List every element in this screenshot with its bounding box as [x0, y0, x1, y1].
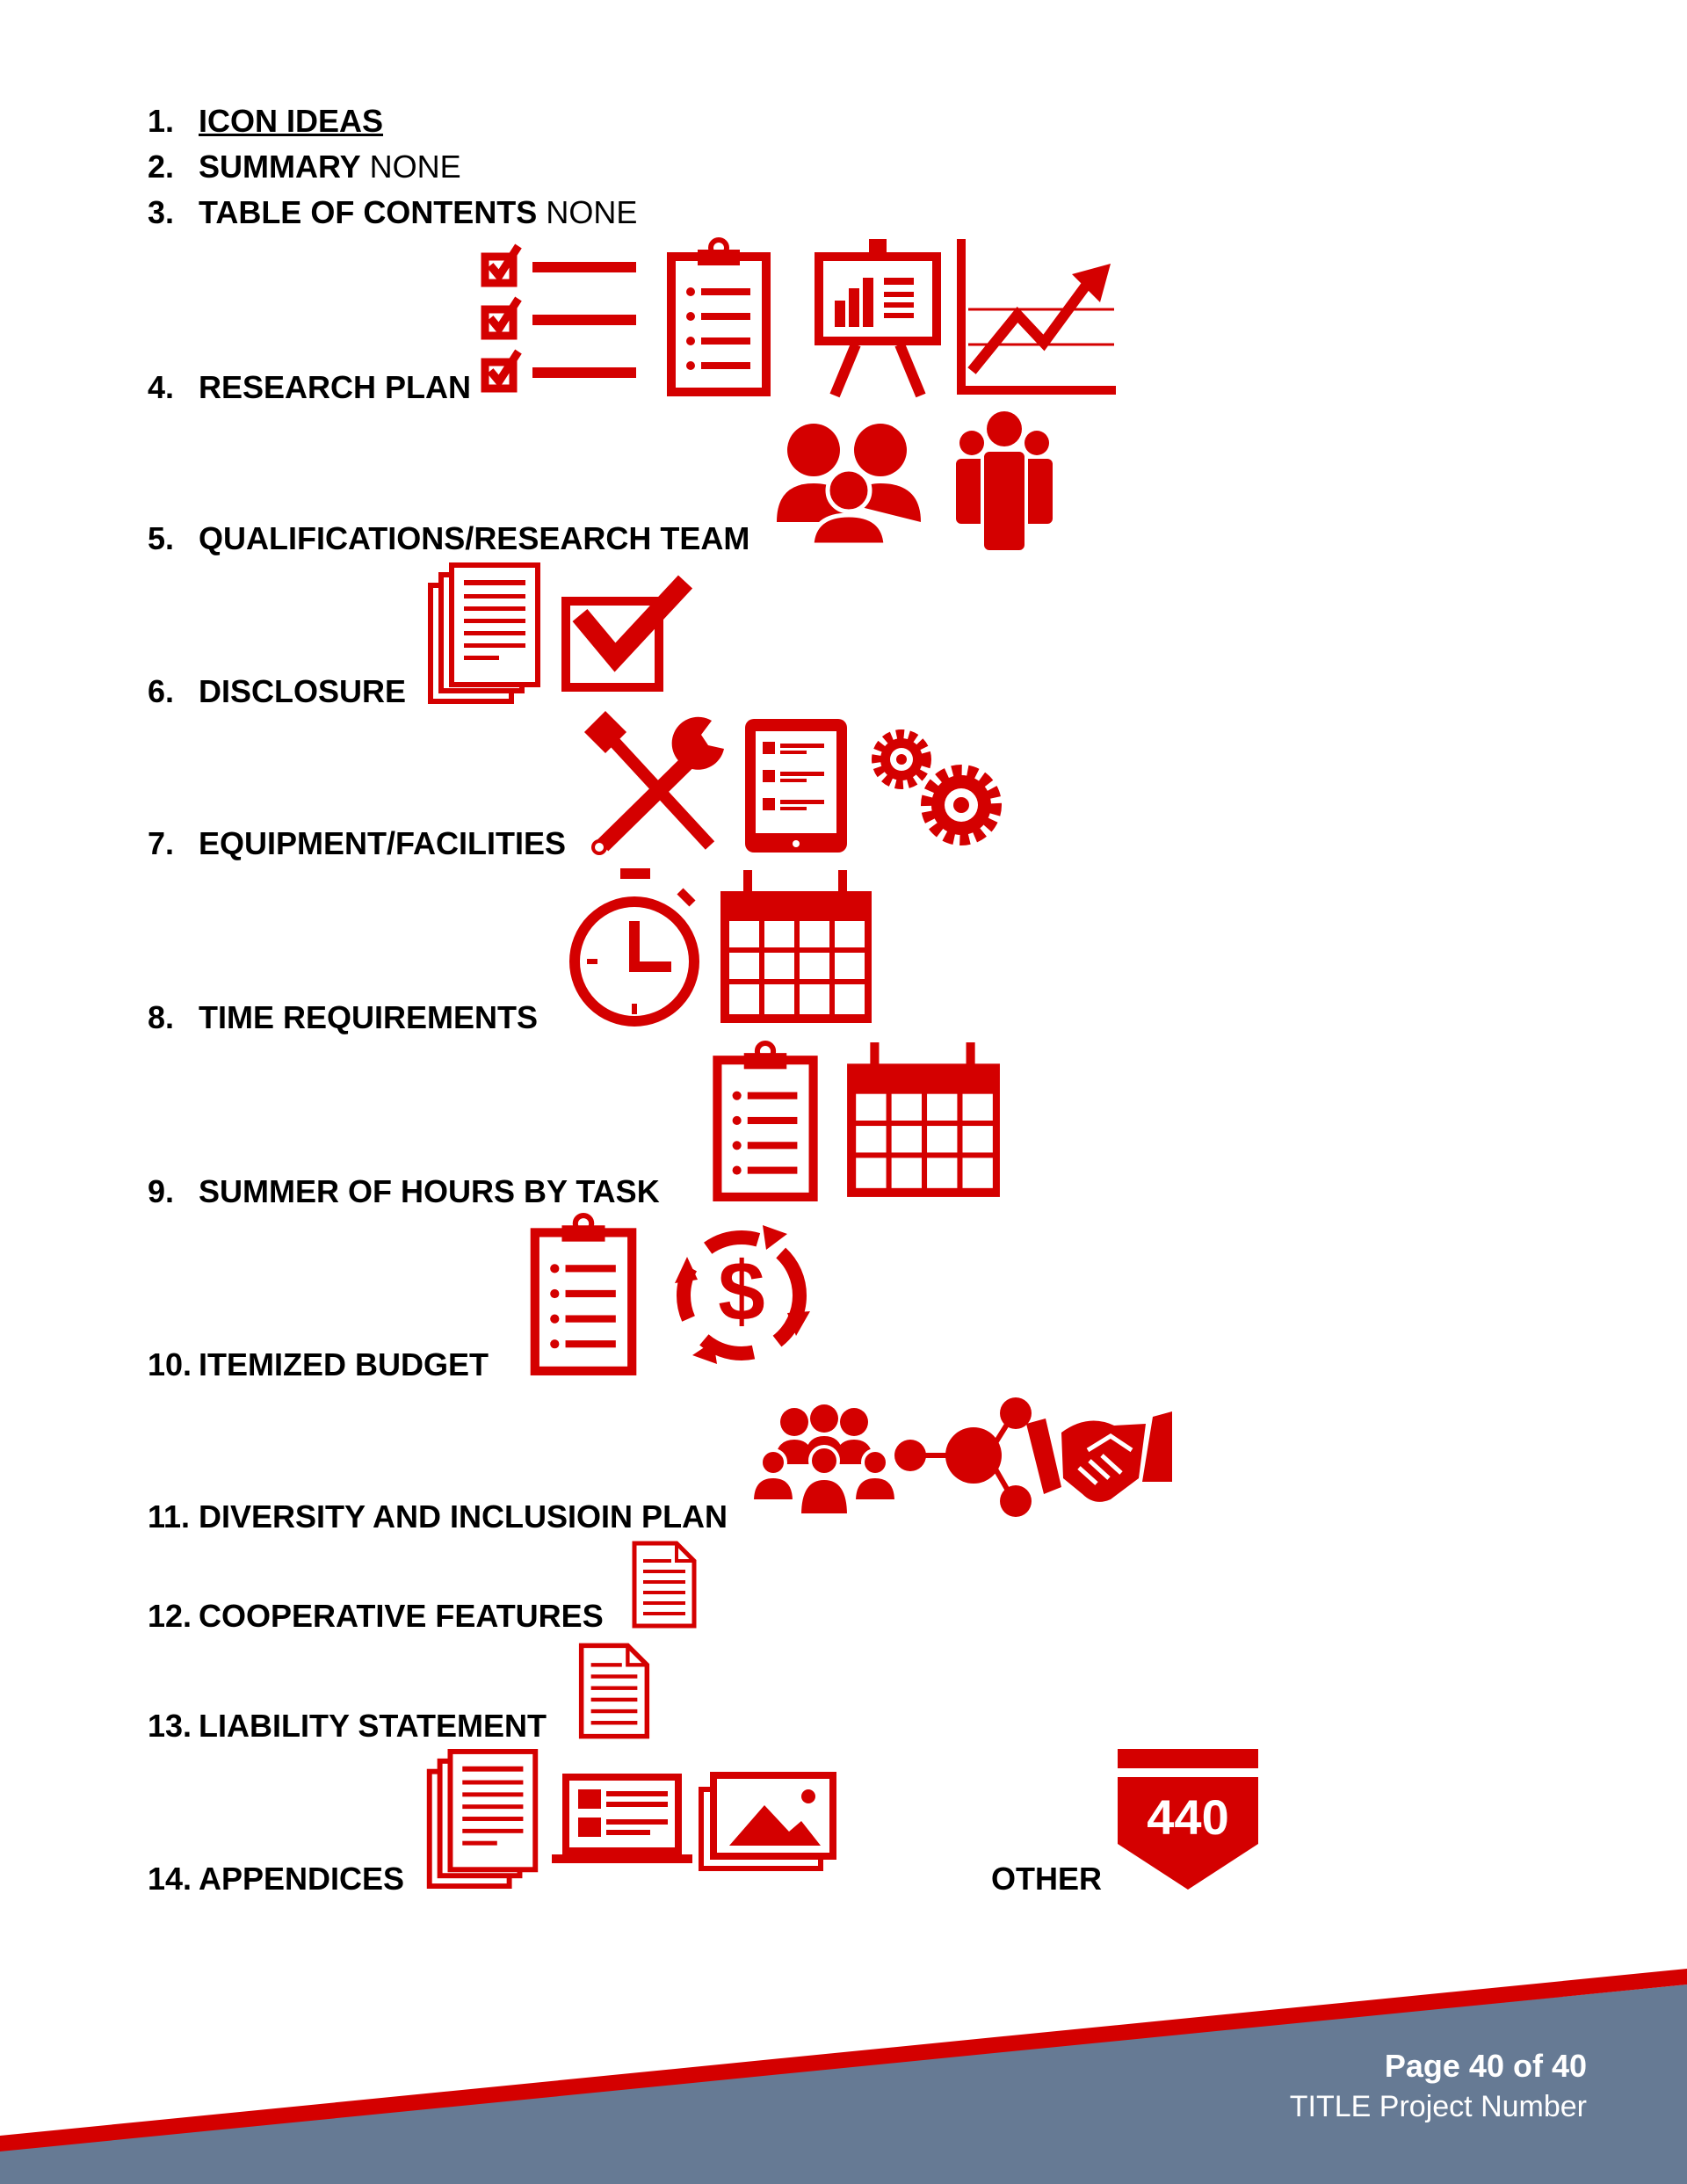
checklist-icon: [481, 239, 640, 397]
calendar-icon: [842, 1039, 1003, 1202]
item-label: DIVERSITY AND INCLUSIOIN PLAN: [199, 1498, 728, 1535]
clipboard-icon: [712, 1042, 819, 1202]
document-icon: [576, 1642, 652, 1740]
list-item-7: [148, 826, 566, 861]
item-number: 6.: [148, 673, 175, 709]
tablet-icon: [742, 715, 851, 856]
item-number: 8.: [148, 999, 175, 1035]
list-item-5: [148, 521, 749, 556]
clipboard-icon: [666, 239, 771, 397]
item-label: RESEARCH PLAN: [199, 369, 472, 405]
item-label: QUALIFICATIONS/RESEARCH TEAM: [199, 520, 750, 556]
gears-icon: [866, 724, 1007, 847]
item-label: DISCLOSURE: [199, 673, 407, 709]
item-number: 3.: [148, 194, 175, 230]
item-label: ICON IDEAS: [199, 103, 384, 139]
footer-title: TITLE Project Number: [1289, 2090, 1587, 2123]
list-item-13: [148, 1709, 547, 1744]
page-number: Page 40 of 40: [1384, 2048, 1587, 2084]
list-item-14: [148, 1861, 404, 1897]
item-number: 11.: [148, 1498, 191, 1535]
item-suffix: NONE: [360, 149, 461, 185]
line-chart-icon: [956, 239, 1116, 397]
list-item-6: [148, 674, 406, 709]
team-group-icon: [777, 420, 921, 545]
other-label: OTHER: [991, 1861, 1102, 1897]
list-item-1: [148, 104, 383, 139]
list-item-11: [148, 1499, 728, 1535]
presentation-board-icon: [812, 239, 944, 397]
item-label: LIABILITY STATEMENT: [199, 1708, 547, 1744]
item-label: TABLE OF CONTENTS: [199, 194, 538, 230]
network-icon: [889, 1397, 1039, 1519]
document-icon: [631, 1540, 698, 1629]
list-item-4: [148, 370, 471, 405]
tools-icon: [587, 714, 728, 856]
item-label: ITEMIZED BUDGET: [199, 1346, 489, 1382]
calendar-icon: [715, 867, 875, 1028]
item-label: EQUIPMENT/FACILITIES: [199, 825, 567, 861]
laptop-icon: [552, 1772, 692, 1867]
route-badge-number: 440: [1147, 1789, 1229, 1845]
item-number: 12.: [148, 1598, 192, 1634]
documents-stack-icon: [425, 1749, 539, 1890]
documents-stack-icon: [427, 562, 541, 705]
item-number: 2.: [148, 149, 175, 185]
list-item-3: [148, 195, 637, 230]
item-number: 5.: [148, 520, 175, 556]
item-number: 4.: [148, 369, 175, 405]
svg-text:$: $: [718, 1244, 765, 1339]
item-number: 10.: [148, 1346, 192, 1382]
item-suffix: NONE: [537, 194, 638, 230]
item-label: SUMMARY: [199, 149, 361, 185]
dollar-cycle-icon: [664, 1216, 819, 1375]
item-label: COOPERATIVE FEATURES: [199, 1598, 604, 1634]
list-item-12: [148, 1599, 604, 1634]
item-number: 9.: [148, 1173, 175, 1209]
item-number: 13.: [148, 1708, 192, 1744]
item-label: TIME REQUIREMENTS: [199, 999, 539, 1035]
list-item-2: [148, 149, 461, 185]
stopwatch-icon: [568, 867, 708, 1028]
item-label: SUMMER OF HOURS BY TASK: [199, 1173, 660, 1209]
clipboard-icon: [529, 1215, 638, 1376]
list-item-9: [148, 1174, 660, 1209]
crowd-icon: [752, 1403, 896, 1515]
image-gallery-icon: [698, 1770, 838, 1872]
item-number: 14.: [148, 1861, 192, 1897]
item-label: APPENDICES: [199, 1861, 405, 1897]
item-number: 7.: [148, 825, 175, 861]
list-item-8: [148, 1000, 538, 1035]
item-number: 1.: [148, 103, 175, 139]
handshake-icon: [1026, 1406, 1172, 1506]
checkbox-icon: [561, 577, 692, 693]
list-item-10: [148, 1347, 489, 1382]
people-group-icon: [952, 410, 1056, 552]
